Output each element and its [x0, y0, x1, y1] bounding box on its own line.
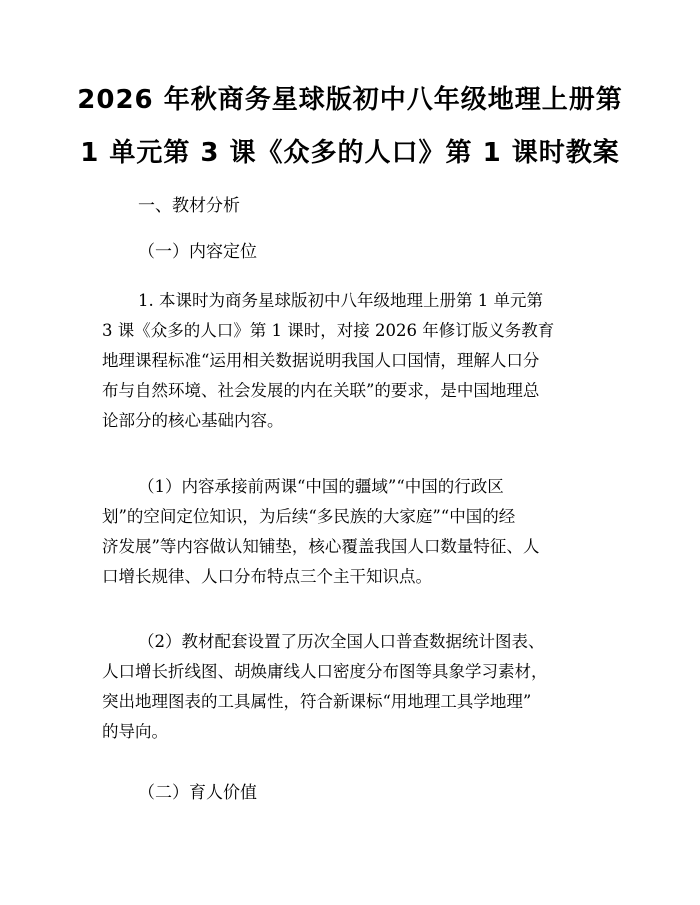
- paragraph-2: [102, 472, 598, 592]
- paragraph-line: 布与自然环境、社会发展的内在关联”的要求，是中国地理总: [102, 381, 540, 400]
- section-heading: 一、教材分析: [138, 196, 240, 216]
- paragraph-line: 突出地理图表的工具属性，符合新课标“用地理工具学地理”: [102, 692, 532, 711]
- paragraph-3: [102, 627, 598, 747]
- paragraph-line: 济发展”等内容做认知铺垫，核心覆盖我国人口数量特征、人: [102, 537, 540, 556]
- paragraph-line: 划”的空间定位知识，为后续“多民族的大家庭”“中国的经: [102, 507, 516, 526]
- paragraph-line: 的导向。: [102, 722, 168, 741]
- subsection-heading-content-positioning: （一）内容定位: [138, 242, 257, 262]
- subsection-heading-educational-value: （二）育人价值: [138, 783, 257, 803]
- paragraph-line: （1）内容承接前两课“中国的疆域”“中国的行政区: [138, 477, 504, 496]
- paragraph-1: [102, 286, 598, 436]
- paragraph-line: 人口增长折线图、胡焕庸线人口密度分布图等具象学习素材，: [102, 662, 548, 681]
- paragraph-line: 3 课《众多的人口》第 1 课时，对接 2026 年修订版义务教育: [102, 321, 555, 340]
- paragraph-line: 论部分的核心基础内容。: [102, 411, 284, 430]
- paragraph-line: （2）教材配套设置了历次全国人口普查数据统计图表、: [138, 632, 545, 651]
- paragraph-line: 地理课程标准“运用相关数据说明我国人口国情，理解人口分: [102, 351, 540, 370]
- document-title-line-2: 1 单元第 3 课《众多的人口》第 1 课时教案: [80, 138, 620, 168]
- paragraph-line: 口增长规律、人口分布特点三个主干知识点。: [102, 567, 432, 586]
- document-title-line-1: 2026 年秋商务星球版初中八年级地理上册第: [77, 85, 623, 115]
- paragraph-line: 1. 本课时为商务星球版初中八年级地理上册第 1 单元第: [138, 291, 543, 310]
